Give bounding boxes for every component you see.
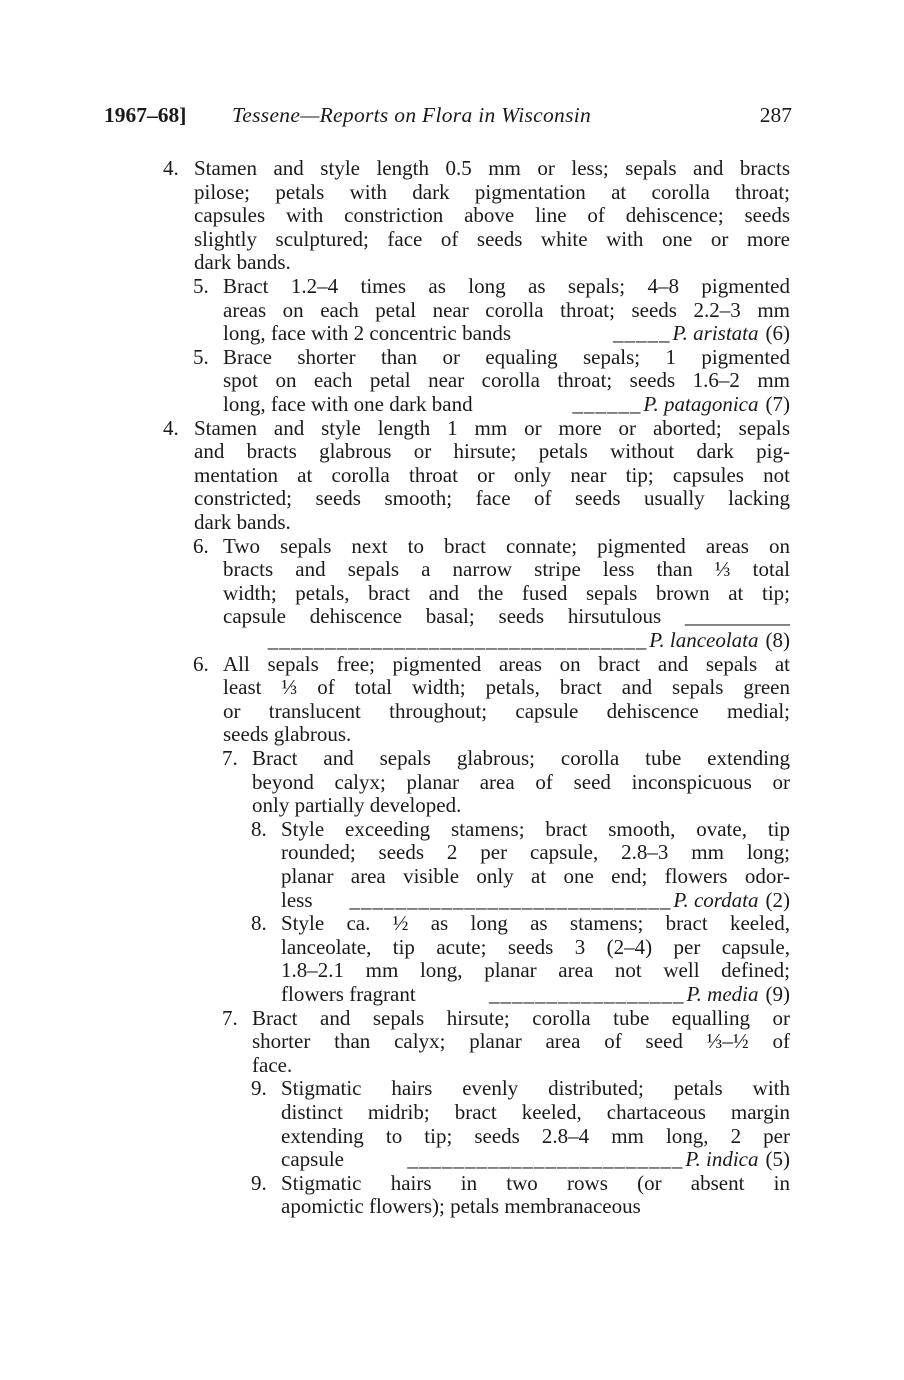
key-line: capsules with constriction above line of dehiscence; seeds xyxy=(194,203,790,228)
key-line: mentation at corolla throat or only near tip; capsules not xyxy=(194,462,790,487)
volume-years: 1967–68] xyxy=(104,103,187,127)
key-line: apomictic flowers); petals membranaceous xyxy=(281,1194,641,1219)
key-line: dark bands. xyxy=(194,510,291,534)
key-line: planar area visible only at one end; flowers odor- xyxy=(281,864,790,888)
key-line: only partially developed. xyxy=(252,793,462,818)
lead-text: long, face with one dark band xyxy=(223,392,473,416)
couplet-number: 9. xyxy=(251,1170,267,1195)
key-line: distinct midrib; bract keeled, chartaceous margin xyxy=(281,1100,790,1124)
running-title: Tessene—Reports on Flora in Wisconsin xyxy=(232,103,592,127)
key-line: rounded; seeds 2 per capsule, 2.8–3 mm long; xyxy=(281,840,790,865)
leader-dashes: ____________________________ xyxy=(349,887,672,912)
key-line: Two sepals next to bract connate; pigmented areas on xyxy=(223,533,790,558)
taxon-name: P. cordata xyxy=(673,887,759,912)
leader-dashes: _____ xyxy=(613,321,671,346)
couplet-number: 9. xyxy=(251,1076,267,1101)
key-line: Stamen and style length 1 mm or more or aborted; sepals xyxy=(194,415,790,440)
key-line: All sepals free; pigmented areas on bract and sepals at xyxy=(223,651,790,676)
key-line: shorter than calyx; planar area of seed ⅓–½ of xyxy=(252,1029,790,1054)
key-line: dark bands. xyxy=(194,250,291,275)
key-line: Stigmatic hairs evenly distributed; petals with xyxy=(281,1076,790,1101)
key-line: bracts and sepals a narrow stripe less than ⅓ total xyxy=(223,557,790,582)
key-line: face. xyxy=(252,1052,293,1077)
key-line: lanceolate, tip acute; seeds 3 (2–4) per capsule, xyxy=(281,934,790,959)
taxon-ref: (6) xyxy=(765,321,790,346)
key-line: capsule dehiscence basal; seeds hirsutulous __________ xyxy=(223,604,790,629)
taxon-name: P. patagonica xyxy=(643,392,759,416)
key-line: least ⅓ of total width; petals, bract and sepals green xyxy=(223,675,790,700)
lead-text: flowers fragrant xyxy=(281,982,416,1006)
taxon-name: P. lanceolata xyxy=(649,628,759,652)
page-number: 287 xyxy=(759,103,792,127)
key-line: Style ca. ½ as long as stamens; bract keeled, xyxy=(281,911,790,936)
key-line: pilose; petals with dark pigmentation at corolla throat; xyxy=(194,179,790,204)
couplet-number: 6. xyxy=(193,651,209,676)
key-line: seeds glabrous. xyxy=(223,722,352,747)
key-line: and bracts glabrous or hirsute; petals without dark pig- xyxy=(194,439,790,464)
key-line: beyond calyx; planar area of seed inconspicuous or xyxy=(252,769,790,794)
key-lead-line xyxy=(223,628,790,652)
taxon-ref: (8) xyxy=(765,628,790,652)
couplet-number: 5. xyxy=(193,274,209,298)
taxon-ref: (9) xyxy=(765,982,790,1006)
key-lead-line xyxy=(281,888,790,912)
lead-text: capsule xyxy=(281,1147,344,1172)
taxon-name: P. indica xyxy=(685,1147,759,1172)
couplet-number: 8. xyxy=(251,911,267,936)
couplet-number: 6. xyxy=(193,533,209,558)
key-line: 1.8–2.1 mm long, planar area not well defined; xyxy=(281,958,790,983)
couplet-number: 7. xyxy=(222,1005,238,1030)
key-line: slightly sculptured; face of seeds white with one or more xyxy=(194,226,790,251)
leader-dashes: ______ xyxy=(572,392,642,416)
key-line: Style exceeding stamens; bract smooth, ovate, tip xyxy=(281,816,790,841)
key-line: width; petals, bract and the fused sepals brown at tip; xyxy=(223,580,790,605)
key-lead-line xyxy=(223,321,790,345)
leader-dashes: _________________ xyxy=(489,982,685,1006)
couplet-number: 5. xyxy=(193,344,209,369)
key-line: Bract 1.2–4 times as long as sepals; 4–8 pigmented xyxy=(223,274,790,298)
key-line: spot on each petal near corolla throat; seeds 1.6–2 mm xyxy=(223,368,790,393)
key-line: areas on each petal near corolla throat; seeds 2.2–3 mm xyxy=(223,297,790,322)
key-line: Stamen and style length 0.5 mm or less; sepals and bracts xyxy=(194,156,790,180)
couplet-number: 4. xyxy=(163,156,179,180)
key-line: or translucent throughout; capsule dehiscence medial; xyxy=(223,698,790,723)
key-line: extending to tip; seeds 2.8–4 mm long, 2 per xyxy=(281,1123,790,1148)
couplet-number: 4. xyxy=(163,415,179,440)
key-line: Bract and sepals glabrous; corolla tube extending xyxy=(252,746,790,770)
key-lead-line xyxy=(281,982,790,1006)
key-line: constricted; seeds smooth; face of seeds usually lacking xyxy=(194,486,790,511)
leader-dashes: _________________________________ xyxy=(267,628,648,652)
taxon-ref: (5) xyxy=(765,1147,790,1172)
key-lead-line xyxy=(223,392,790,416)
running-header xyxy=(104,103,792,131)
lead-text: long, face with 2 concentric bands xyxy=(223,321,512,346)
leader-dashes: ________________________ xyxy=(407,1147,684,1172)
taxon-ref: (7) xyxy=(765,392,790,416)
taxon-ref: (2) xyxy=(765,887,790,912)
key-line: Brace shorter than or equaling sepals; 1 pigmented xyxy=(223,344,790,369)
key-line: Stigmatic hairs in two rows (or absent in xyxy=(281,1170,790,1195)
taxon-name: P. media xyxy=(686,982,759,1006)
couplet-number: 7. xyxy=(222,746,238,770)
taxon-name: P. aristata xyxy=(672,321,759,346)
key-line: Bract and sepals hirsute; corolla tube equalling or xyxy=(252,1005,790,1030)
key-lead-line xyxy=(281,1147,790,1171)
couplet-number: 8. xyxy=(251,816,267,841)
lead-text: less xyxy=(281,887,313,912)
